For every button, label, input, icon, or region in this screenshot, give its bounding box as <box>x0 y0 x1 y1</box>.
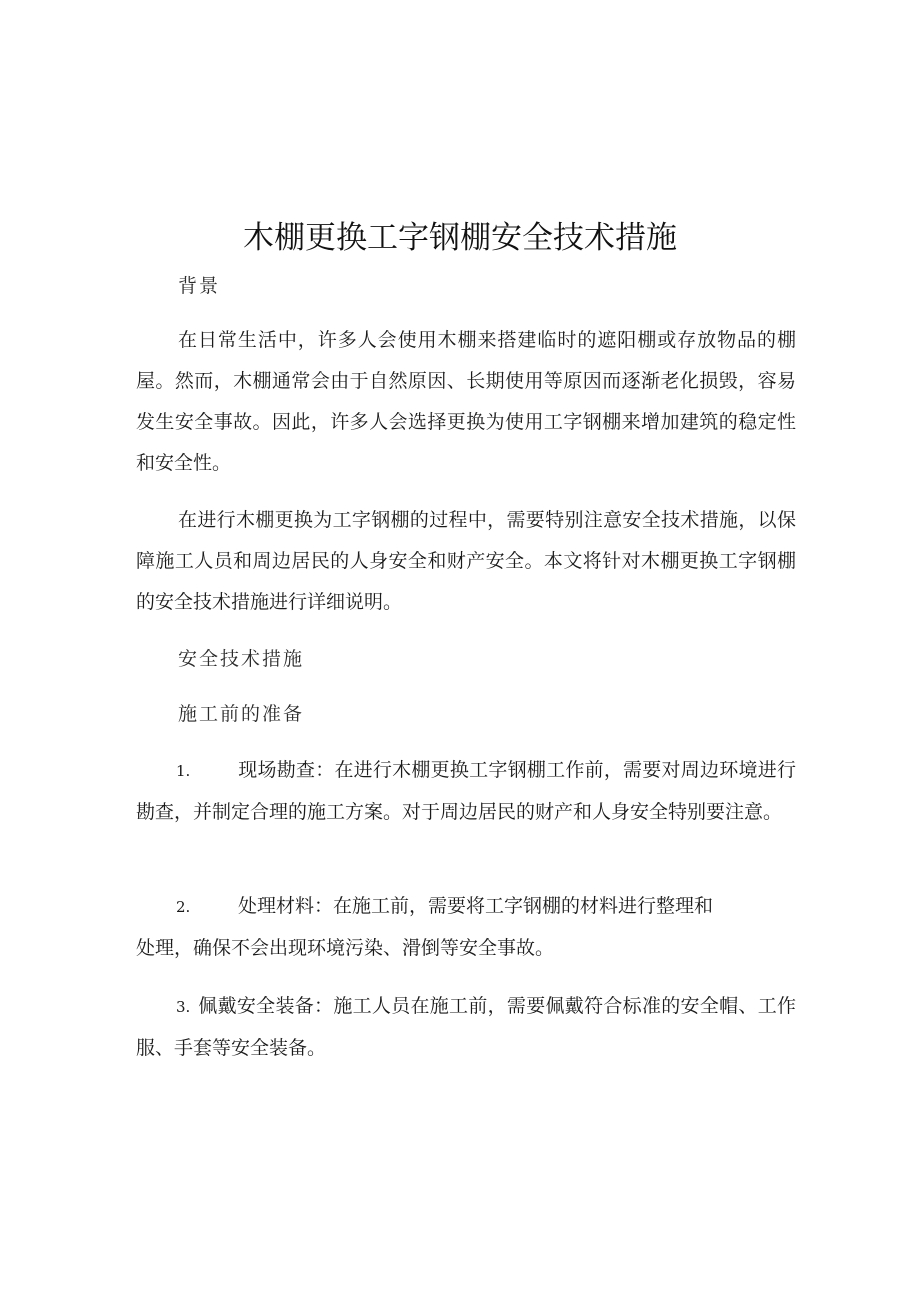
section-heading-measures: 安全技术措施 <box>178 648 305 670</box>
background-paragraph-1: 在日常生活中，许多人会使用木棚来搭建临时的遮阳棚或存放物品的棚屋。然而，木棚通常会由于自然原因、长期使用等原因而逐渐老化损毁，容易发生安全事故。因此，许多人会选择更换为使用工字钢棚来增加建筑的稳定性和安全性。 <box>136 329 796 474</box>
list-item-1 <box>136 750 796 833</box>
list-item-number: 2. <box>176 898 191 916</box>
section-heading-preparation: 施工前的准备 <box>178 703 305 725</box>
list-item-text-line1: 处理材料：在施工前，需要将工字钢棚的材料进行整理和 <box>238 895 714 917</box>
background-paragraph-2: 在进行木棚更换为工字钢棚的过程中，需要特别注意安全技术措施，以保障施工人员和周边居民的人身安全和财产安全。本文将针对木棚更换工字钢棚的安全技术措施进行详细说明。 <box>136 509 796 613</box>
list-item-text: 现场勘查：在进行木棚更换工字钢棚工作前，需要对周边环境进行勘查，并制定合理的施工方案。对于周边居民的财产和人身安全特别要注意。 <box>136 759 796 823</box>
list-item-text-line2: 处理，确保不会出现环境污染、滑倒等安全事故。 <box>136 937 555 959</box>
list-item-text: 佩戴安全装备：施工人员在施工前，需要佩戴符合标准的安全帽、工作服、手套等安全装备。 <box>136 995 796 1059</box>
list-item-number: 3. <box>176 998 191 1016</box>
document-title: 木棚更换工字钢棚安全技术措施 <box>243 220 677 256</box>
list-item-number: 1. <box>176 762 191 780</box>
list-item-2 <box>136 886 796 969</box>
list-item-3 <box>136 986 796 1069</box>
section-heading-background: 背景 <box>178 275 221 297</box>
